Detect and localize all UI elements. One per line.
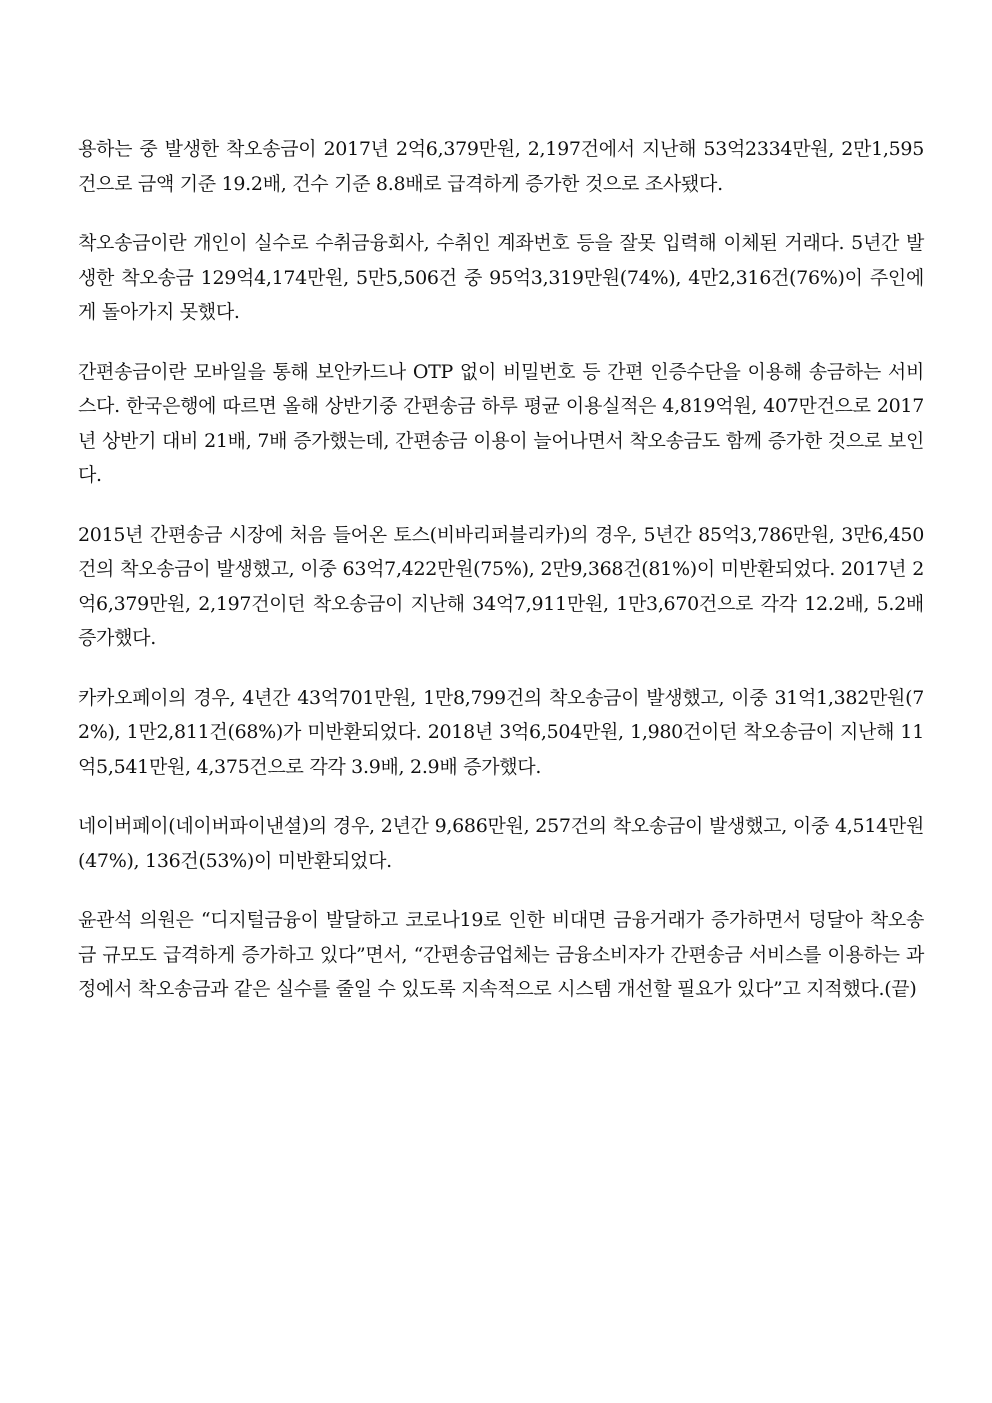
document-body: [78, 132, 924, 1032]
paragraph-5: 카카오페이의 경우, 4년간 43억701만원, 1만8,799건의 착오송금이 발생했고, 이중 31억1,382만원(72%), 1만2,811건(68%)가 미반환되었다. 2018년 3억6,504만원, 1,980건이던 착오송금이 지난해 11억5,541만원, 4,375건으로 각각 3.9배, 2.9배 증가했다.: [78, 686, 924, 778]
paragraph-6: 네이버페이(네이버파이낸셜)의 경우, 2년간 9,686만원, 257건의 착오송금이 발생했고, 이중 4,514만원(47%), 136건(53%)이 미반환되었다.: [78, 815, 924, 872]
paragraph-3: 간편송금이란 모바일을 통해 보안카드나 OTP 없이 비밀번호 등 간편 인증수단을 이용해 송금하는 서비스다. 한국은행에 따르면 올해 상반기중 간편송금 하루 평균 이용실적은 4,819억원, 407만건으로 2017년 상반기 대비 21배, 7배 증가했는데, 간편송금 이용이 늘어나면서 착오송금도 함께 증가한 것으로 보인다.: [78, 360, 924, 486]
paragraph-4: 2015년 간편송금 시장에 처음 들어온 토스(비바리퍼블리카)의 경우, 5년간 85억3,786만원, 3만6,450건의 착오송금이 발생했고, 이중 63억7,422만원(75%), 2만9,368건(81%)이 미반환되었다. 2017년 2억6,379만원, 2,197건이던 착오송금이 지난해 34억7,911만원, 1만3,670건으로 각각 12.2배, 5.2배 증가했다.: [78, 523, 924, 649]
paragraph-1: 용하는 중 발생한 착오송금이 2017년 2억6,379만원, 2,197건에서 지난해 53억2334만원, 2만1,595건으로 금액 기준 19.2배, 건수 기준 8.8배로 급격하게 증가한 것으로 조사됐다.: [78, 138, 924, 195]
paragraph-7: 윤관석 의원은 “디지털금융이 발달하고 코로나19로 인한 비대면 금융거래가 증가하면서 덩달아 착오송금 규모도 급격하게 증가하고 있다”면서, “간편송금업체는 금융소비자가 간편송금 서비스를 이용하는 과정에서 착오송금과 같은 실수를 줄일 수 있도록 지속적으로 시스템 개선할 필요가 있다”고 지적했다.(끝): [78, 909, 924, 1000]
paragraph-2: 착오송금이란 개인이 실수로 수취금융회사, 수취인 계좌번호 등을 잘못 입력해 이체된 거래다. 5년간 발생한 착오송금 129억4,174만원, 5만5,506건 중 95억3,319만원(74%), 4만2,316건(76%)이 주인에게 돌아가지 못했다.: [78, 232, 924, 323]
